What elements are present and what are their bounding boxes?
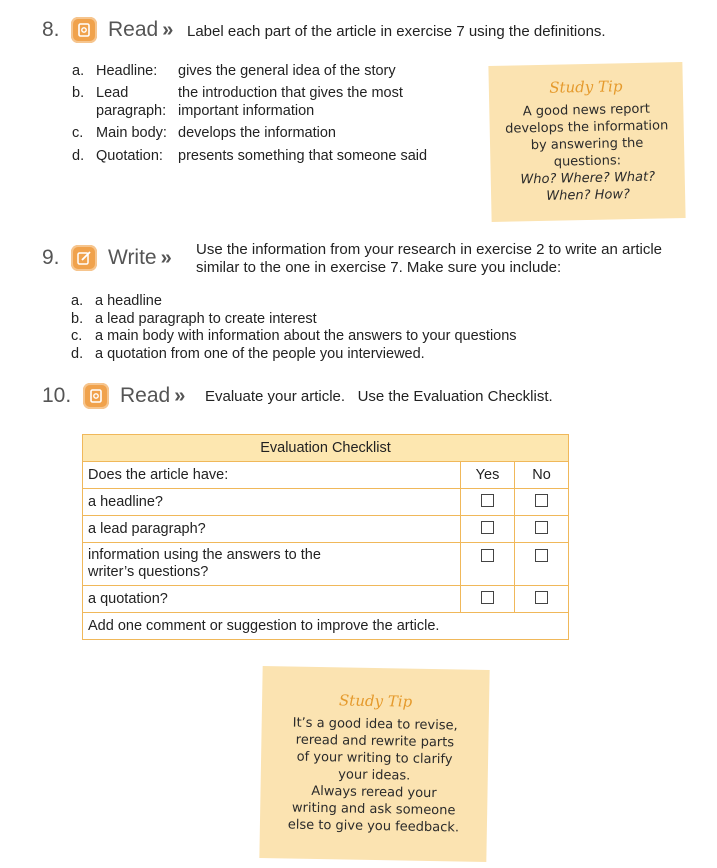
read-icon: [83, 383, 109, 409]
item-letter: d.: [72, 148, 85, 164]
no-checkbox[interactable]: [535, 521, 548, 534]
yes-checkbox[interactable]: [481, 494, 494, 507]
item-letter: a.: [72, 63, 85, 79]
checklist-item: a headline?: [83, 489, 461, 516]
exercise-9-type-label: Write: [108, 246, 157, 269]
no-checkbox[interactable]: [535, 591, 548, 604]
exercise-8-type-label: Read: [108, 18, 159, 41]
exercise-10-type-label: Read: [120, 384, 171, 407]
exercise-9-number: 9.: [42, 246, 60, 269]
exercise-9-instruction: [196, 241, 662, 277]
study-tip-line: writing and ask someone: [291, 800, 456, 819]
item-letter: a.: [71, 293, 84, 309]
checklist-item: a quotation?: [83, 586, 461, 613]
table-row: [83, 543, 569, 586]
study-tip-line: It’s a good idea to revise,: [292, 715, 458, 734]
item-definition: presents something that someone said: [178, 148, 428, 164]
list-item: [71, 346, 425, 362]
exercise-8-instruction: Label each part of the article in exercise 7 using the definitions.: [187, 23, 606, 40]
list-item-continued: [72, 103, 314, 119]
list-item: [72, 125, 336, 141]
checklist-item: [83, 543, 461, 586]
no-column-header: No: [515, 462, 569, 489]
checklist-item: a lead paragraph?: [83, 516, 461, 543]
read-icon: [71, 17, 97, 43]
checklist-comment-prompt: Add one comment or suggestion to improve the article.: [83, 613, 569, 640]
no-checkbox[interactable]: [535, 549, 548, 562]
item-text: a main body with information about the answers to your questions: [95, 328, 517, 344]
study-tip-line: A good news report: [522, 101, 651, 120]
item-definition: gives the general idea of the story: [178, 63, 396, 79]
yes-checkbox[interactable]: [481, 521, 494, 534]
yes-column-header: Yes: [461, 462, 515, 489]
study-tip-line: Who? Where? What?: [520, 169, 656, 188]
instruction-line: similar to the one in exercise 7. Make sure you include:: [196, 259, 562, 276]
study-tip-note: [488, 62, 685, 222]
yes-checkbox[interactable]: [481, 591, 494, 604]
exercise-10-instruction: Evaluate your article. Use the Evaluation Checklist.: [205, 388, 553, 405]
item-text: a lead paragraph to create interest: [95, 311, 317, 327]
instruction-line: Use the information from your research in exercise 2 to write an article: [196, 241, 663, 258]
study-tip-title: Study Tip: [549, 77, 623, 97]
yes-checkbox[interactable]: [481, 549, 494, 562]
list-item: [72, 85, 403, 101]
item-text: a headline: [95, 293, 162, 309]
chevron-icon: »: [160, 247, 169, 269]
table-row: [83, 489, 569, 516]
chevron-icon: »: [174, 385, 183, 407]
table-row: [83, 613, 569, 640]
item-letter: b.: [72, 85, 85, 101]
checklist-question: Does the article have:: [83, 462, 461, 489]
checklist-item-line: writer’s questions?: [88, 564, 209, 580]
item-letter: b.: [71, 311, 84, 327]
item-term: Headline:: [96, 63, 158, 79]
table-row: [83, 586, 569, 613]
checklist-item-line: information using the answers to the: [88, 547, 321, 563]
write-icon: [71, 245, 97, 271]
list-item: [71, 328, 517, 344]
item-letter: d.: [71, 346, 84, 362]
study-tip-line: reread and rewrite parts: [295, 732, 455, 751]
chevron-icon: »: [162, 19, 171, 41]
study-tip-line: of your writing to clarify: [296, 749, 453, 768]
item-definition: develops the information: [178, 125, 336, 141]
study-tip-line: else to give you feedback.: [287, 817, 460, 836]
study-tip-line: questions:: [553, 153, 622, 170]
item-term: Quotation:: [96, 148, 163, 164]
study-tip-line: When? How?: [546, 187, 631, 204]
item-definition: the introduction that gives the most: [178, 85, 403, 101]
study-tip-line: Always reread your: [311, 783, 437, 802]
exercise-8-number: 8.: [42, 18, 60, 41]
item-term: paragraph:: [96, 103, 167, 119]
checklist-title: Evaluation Checklist: [83, 435, 569, 462]
item-letter: c.: [72, 125, 84, 141]
list-item: [71, 293, 162, 309]
exercise-10-type: [120, 384, 182, 408]
exercise-8-type: [108, 18, 170, 42]
item-term: Main body:: [96, 125, 167, 141]
study-tip-title: Study Tip: [338, 691, 413, 711]
study-tip-line: develops the information: [504, 118, 669, 137]
item-term: Lead: [96, 85, 129, 101]
no-checkbox[interactable]: [535, 494, 548, 507]
table-row: [83, 516, 569, 543]
evaluation-checklist: [82, 434, 569, 640]
exercise-9-type: [108, 246, 169, 270]
study-tip-note: [259, 666, 489, 862]
item-text: a quotation from one of the people you interviewed.: [95, 346, 425, 362]
list-item: [72, 63, 396, 79]
list-item: [71, 311, 317, 327]
study-tip-line: by answering the: [530, 135, 644, 154]
list-item: [72, 148, 427, 164]
item-definition: important information: [178, 103, 315, 119]
study-tip-line: your ideas.: [338, 767, 411, 784]
item-letter: c.: [71, 328, 83, 344]
exercise-10-number: 10.: [42, 384, 72, 407]
